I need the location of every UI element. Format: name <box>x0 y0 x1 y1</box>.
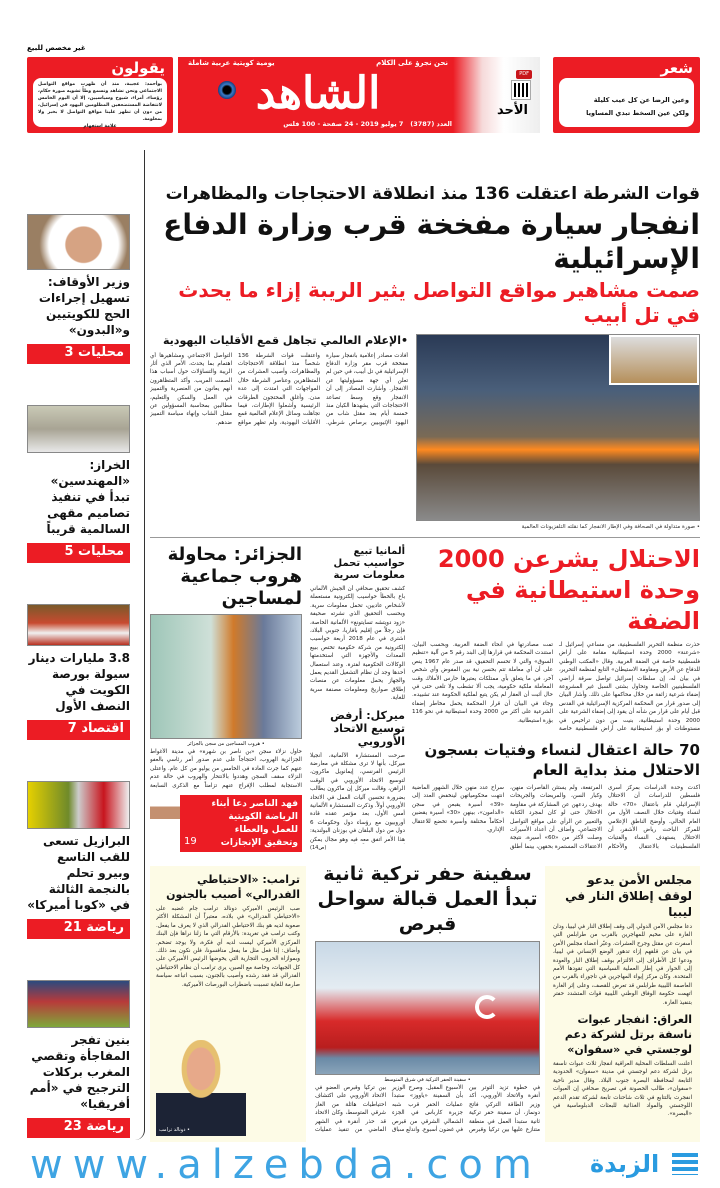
drilling-ship-photo <box>315 941 540 1075</box>
lead-bullet: •الإعلام العالمي تجاهل قمع الأقليات اليهودية <box>163 334 408 348</box>
libya-box <box>545 866 700 1142</box>
prison-photo <box>150 614 302 739</box>
algeria-caption: • هروب المساجين من سجن بالجزائر <box>187 741 265 747</box>
lead-content <box>150 334 700 532</box>
football-photo <box>27 980 130 1028</box>
merkel-body: صرحت المستشارة الألمانية، أنجيلا ميركل، بأنها لا ترى مشكلة في معارضة الرئيس الفرنسي، إيمانويل ماكرون، لتوسيع الاتحاد الأوروبي في الوقت الراهن، وقالت ميركل إن ماكرون يطالب بضرورة تحسين آليات العمل في الاتحاد الأوروبي أولاً. وذكرت المستشارة الألمانية أمس الأول، بعد مؤتمر عقده قادة أوروبيون مع رؤساء دول وحكومات 6 دول من دول البلقان في بوزنان البولندية: هذا الأمر اتفق معه فيه وهو مجال يمكن <box>310 752 405 843</box>
not-for-sale-label: غير مخصص للبيع <box>27 44 86 52</box>
day-label: الأحد <box>496 103 528 118</box>
section-tag[interactable]: رياضة 21 <box>27 919 130 939</box>
sidebar-story[interactable] <box>27 604 130 740</box>
turkish-flag-icon <box>475 995 499 1019</box>
merkel-page-ref: (ص14) <box>310 844 327 851</box>
website-watermark: www.alzebda.com <box>30 1142 542 1188</box>
lead-body: أفادت مصادر إعلامية بانفجار سيارة مفخخة قرب مقر وزارة الدفاع الإسرائيلية في تل أبيب، في حين لم تعلن أي جهة مسؤوليتها عن الانفجار. وأشارت المصادر إلى أن الانفجار وقع وسط تصاعد الاحتجاجات التي يشهدها الكيان منذ خمسة أيام بعد مقتل شاب من اليهود الإثيوبيين برصاص شرطي. واعتقلت قوات الشرطة 136 شخصاً منذ انطلاقة الاحتجاجات والمظاهرات، وأصيب العشرات من المتظاهرين وعناصر الشرطة خلال المواجهات التي امتدت إلى عدة مدن. وأغلق المحتجون الطرقات الرئيسية وأشعلوا الإطارات، فيما تجاهلت وسائل الإعلام العالمية قمع الأقليات اليهودية، ولم تظهر مواقع التواصل الاجتماعي ومشاهيرها أي اهتمام بما يحدث، الأمر الذي أثار الريبة والتساؤلات حول أسباب هذا الصمت المريب. وأكد المتظاهرون أنهم يعانون من العنصرية والتمييز في العمل والسكن والتعليم، مطالبين بمحاسبة المسؤولين عن مقتل الشاب وإنهاء سياسة التمييز ضدهم. <box>150 352 408 426</box>
pdf-badge[interactable]: PDF <box>516 70 532 79</box>
minister-photo <box>27 214 130 270</box>
eye-icon <box>218 81 236 99</box>
issue-number: العدد (3787) <box>410 120 452 128</box>
protest-photo <box>416 334 700 521</box>
turkey-body: في خطوة تزيد التوتر بين أنقرة والاتحاد الأوروبي، أكد وزير الطاقة التركي فاتح دونماز، أن سفينة حفر تركية ثانية ستبدأ العمل في منطقة متنازع عليها بين تركيا وقبرص الأسبوع المقبل. وصرح الوزير بأن السفينة «ياووز» ستبدأ عمليات الحفر قرب شبه جزيرة كارباس في الجزء الشمالي الشرقي من قبرص في غضون أسبوع. واندلع سباق بين تركيا وقبرص العضو في الاتحاد الأوروبي على اكتشاف احتياطيات هائلة من الغاز شرقي المتوسط، وكان الاتحاد قد حذر أنقرة في الشهر الماضي من تنفيذ عمليات <box>315 1085 540 1134</box>
iraq-headline[interactable]: العراق: انفجار عبوات ناسفة برتل لشركة دعم لوجستي في «سفوان» <box>564 1013 692 1056</box>
settlement-body: حذرت منظمة التحرير الفلسطينية، من مساعي إسرائيل لـ «شرعنة» 2000 وحدة استيطانية مقامة على أراض فلسطينية خاصة في الضفة الغربية. وقال «المكتب الوطني للدفاع عن الأرض ومقاومة الاستيطان» التابع لمنظمة التحرير، في بيان له، إن سلطات إسرائيل تواصل سرقة أراضي الفلسطينيين الخاصة وتحاول بشتى السبل غير المشروعة إضفاء شرعية زائفة من خلال محاكمها على ذلك. وأشار البيان إلى صدور قرار من المحكمة المركزية الإسرائيلية في القدس قبل أيام على قرار من شأنه أن يقود إلى إضفاء الشرعية على 2000 وحدة استيطانية، بنيت من دون تراخيص في مستوطنات أو بؤر استيطانية على أراض فلسطينية خاصة تمت مصادرتها في أنحاء الضفة الغربية. وبحسب البيان، استندت المحكمة في قرارها إلى البند رقم 5 من آلية «تنظيم السوق» والتي لا تحسم التحقيق، قد صدر عام 1967 ينص على أن أي معاملة تتم بحسن نية بين المفوض وأي شخص آخر، في ما يتعلق بأي ممتلكات يعتبرها حارس الأملاك وقت المعاملة ملكية حكومية، يجب ألا تشطب ولا تلغى حتى في حال أثبت أن العقار لم يكن يتبع لملكية الحكومة عند تشييده. وجاء في البيان أن قرار المحكمة يحمل مخاطر إضفاء الشرعية على أكثر من 2000 وحدة استيطانية في نحو 116 بؤرة استيطانية. <box>412 642 700 733</box>
explosion-inset-photo <box>609 335 699 385</box>
sidebar-story-title: البرازيل تسعى للقب التاسع وبيرو تحلم بالنجمة الثالثة في «كوبا أميركا» <box>27 834 130 912</box>
sayings-text: بوأحمد: عجيبة، منذ أن ظهرت مواقع التواصل الاجتماعي ونحن نشاهد ونسمع وطأً تشويه صورة حكام، رؤساء، أمراء، شيوخ وسياسيين، إلا أن اليوم الخامس لانتفاضة المستضعفين المظلومين اليهود في إسرائيل، من دون أن تظهر علينا مواقع التواصل لا بخبر ولا بمعلومة. <box>38 82 162 122</box>
sidebar-story-title: بنين تفجر المفاجأة وتقصي المغرب بركلات الترجيح في «أمم أفريقيا» <box>29 1033 130 1111</box>
section-tag[interactable]: رياضة 23 <box>27 1118 130 1138</box>
germany-column <box>310 546 405 852</box>
turkey-headline[interactable]: سفينة حفر تركية ثانية تبدأ العمل قبالة سواحل قبرص <box>317 863 538 935</box>
sidebar-story[interactable] <box>27 781 130 939</box>
lead-caption: • صورة متداولة في الصحافة وفي الإطار الانفجار كما نقلته التلفزيونات العالمية <box>521 524 700 530</box>
qr-code-icon[interactable] <box>512 81 530 99</box>
sayings-title: يقولون <box>111 59 165 77</box>
sidebar-story[interactable] <box>27 980 130 1138</box>
trump-caption: • دونالد ترامب <box>159 1127 190 1133</box>
poetry-line-1: وعين الرضا عن كل عيب كليلة <box>593 96 689 104</box>
poetry-title: شعر <box>660 59 693 77</box>
person-photo <box>150 795 180 852</box>
sports-banner[interactable] <box>150 795 302 852</box>
sayings-box <box>27 57 173 133</box>
lead-kicker: قوات الشرطة اعتقلت 136 منذ انطلاقة الاحتجاجات والمظاهرات <box>165 184 700 204</box>
iraq-body: أعلنت السلطات المحلية العراقية انفجار ثلاث عبوات ناسفة برتل لشركة دعم لوجستي في مدينة «سفوان» الحدودية التابعة لمحافظة البصرة جنوب البلاد. وقال مدير ناحية «سفوان»، طالب الحصونة في تصريح صحافي إن العبوات انفجرت بالتتابع في ثلاث شاحنات تابعة لشركة تقدم الدعم اللوجستي والمواد الغذائية للبعثات الدبلوماسية في «البصرة». <box>553 1061 692 1118</box>
algeria-body: حاول نزلاء سجن «بن ناصر بن شهرة» في مدينة الأغواط الجزائرية الهروب، احتجاجاً على عدم صدور أمر رئاسي بالعفو عنهم كما جرت العادة في الخامس من يوليو من كل عام. واعتلى النزلاء سقف السجن وهددوا بالانتحار والهروب في حالة عدم الاستجابة لمطلب الإفراج عنهم تزامناً مع الذكرى السابعة <box>150 749 302 789</box>
masthead-slogan: نحن نجرؤ على الكلام <box>376 59 448 67</box>
sidebar-story-title: الخراز: «المهندسين» تبدأ في تنفيذ تصاميم مقهى السالمية قريباً <box>46 458 130 536</box>
sidebar-stories <box>27 214 130 1138</box>
issue-date: 7 يوليو 2019 - 24 صفحة - 100 فلس <box>283 120 404 128</box>
bourse-photo <box>27 604 130 646</box>
banner-text: فهد الناصر دعا أبناء الرياضة الكويتية للعمل والعطاء وتحقيق الإنجازات <box>211 799 298 848</box>
divider <box>150 537 700 538</box>
lead-story <box>150 184 700 532</box>
turkey-story <box>315 862 540 1142</box>
masthead-subtitle: يومية كويتية عربية شاملة <box>188 59 275 67</box>
copa-america-photo <box>27 781 130 829</box>
turkey-caption: • سفينة الحفر التركية في شرق المتوسط <box>384 1077 471 1083</box>
sidebar-story-title: وزير الأوقاف: تسهيل إجراءات الحج للكويتيين و«البدون» <box>38 275 130 337</box>
germany-headline[interactable]: ألمانيا تبيع حواسيب تحمل معلومات سرية <box>333 546 405 581</box>
libya-body: دعا مجلس الأمن الدولي إلى وقف إطلاق النار في ليبيا، ودان الغارة على مخيم للمهاجرين بالقرب من طرابلس التي أسفرت عن مقتل وجرح العشرات. وعبّر أعضاء مجلس الأمن في بيان عن قلقهم إزاء تدهور الوضع الإنساني في ليبيا، ودعوا كل الأطراف إلى الالتزام بوقف إطلاق النار والعودة إلى الحوار في إطار العملية السياسية التي تقودها الأمم المتحدة. وكان مركز إيواء المهاجرين في تاجوراء بالقرب من العاصمة الليبية طرابلس قد تعرض للقصف، وعلى إثر الغارة اتهمت حكومة الوفاق الوطني الليبية قوات المتشدد حفتر بتنفيذ الغارة. <box>553 924 692 1006</box>
algeria-headline[interactable]: الجزائر: محاولة هروب جماعية لمساجين <box>167 544 302 609</box>
libya-headline[interactable]: مجلس الأمن يدعو لوقف إطلاق النار في ليبيا <box>565 873 692 919</box>
lead-text-column <box>150 334 408 532</box>
issue-line <box>283 120 452 129</box>
detention-body: أكدت وحدة الدراسات بمركز أسرى فلسطين للدراسات أن الاحتلال الإسرائيلي قام باعتقال «70» حالة لنساء وفتيات خلال النصف الأول من العام الحالي. وأوضح الناطق الإعلامي للمركز الباحث رياض الأشقر، أن الاحتلال يستهدف النساء والفتيات الفلسطينيات بالاعتقال والأحكام المرتفعة، ولم يستثن القاصرات منهن، وكبار السن، والمريضات والجريحات بهدف ردعهن عن المشاركة في مقاومة الاحتلال حتى لو كان لمجرد الكتابة والتعبير عن الرأي على مواقع التواصل الاجتماعي. وأضاف أن أعداد الأسيرات وصلت لأكثر من «60» أسيرة، نتيجة الاعتقالات المستمرة بحقهن، بينما أطلق سراح عدد منهن خلال الشهور الماضية انتهت محكومياتهن لينخفض العدد إلى «39» أسيرة يقبعن في سجن «الدامون»، بينهن «30» أسيرة يقضين أحكاماً مختلفة وأسيرة تخضع للاعتقال الإداري. <box>412 785 700 850</box>
trump-headline[interactable]: ترامب: «الاحتياطي الفدرالي» أصيب بالجنون <box>166 873 300 901</box>
section-tag[interactable]: اقتصاد 7 <box>27 720 130 740</box>
logo-text: الزبدة <box>590 1150 660 1178</box>
trump-body: صب الرئيس الأميركي دونالد ترامب جام غضبه على «الاحتياطي الفدرالي» في بلاده، معتبراً أن المشكلة الأكثر صعوبة لديه هو بنك الاحتياطي الفدرالي الذي لا يعرف ما يفعل. وكتب ترامب في تغريدة: بالأرقام التي ما زلنا نراها فإن البنك المركزي الأميركي ليست لديه أي فكرة، ولا يوجد تضخم. وأضاف: إذا فعل مثل ما يفعل منافسونا، فلن نكون بعد ذلك. وبموازاة الحروب التجارية التي يخوضها الرئيس الأميركي على كل الجبهات، وخاصة مع الصين، يرى ترامب أن نظام الاحتياطي الفدرالي قد فقد رشده وأصيب بالجنون، بسبب اتباعه سياسة صارمة للغاية تسببت باضطراب البورصات الأميركية. <box>156 906 300 988</box>
poetry-line-2: ولكن عين السخط تبدي المساويا <box>586 109 689 117</box>
lead-subhead: صمت مشاهير مواقع التواصل يثير الريبة إزاء ما يحدث في تل أبيب <box>178 278 700 328</box>
merkel-headline[interactable]: ميركل: أرفض توسيع الاتحاد الأوروبي <box>330 709 405 749</box>
section-tag[interactable]: محليات 3 <box>27 344 130 364</box>
poetry-box <box>553 57 700 133</box>
sayings-sign: علامة استفهام <box>83 124 117 129</box>
algeria-story <box>150 544 302 790</box>
masthead <box>178 57 540 133</box>
palestine-column <box>412 544 700 852</box>
germany-body: كشف تحقيق صحافي أن الجيش الألماني باع بالخطأ حواسيب إلكترونية مستعملة لأشخاص عاديين، تحمل معلومات سرية. وبحسب التحقيق الذي نشرته صحيفة «زود دويتشه تسايتونغ» الألمانية الخاصة، فإن رجلاً من إقليم بافاريا، جنوبي البلاد، اشترى في عام 2018 أربعة حواسيب إلكترونية من شركة حكومية تختص ببيع المعدات والأجهزة التي استخدمتها الوكالات الحكومية لفترة. وعند استعمال أحدها وجد أن نظام التشغيل القديم يعمل والجهاز يحمل معلومات عن منصات إطلاق صواريخ ومعلومات مصنفة سرية للغاية. <box>310 586 405 702</box>
trump-photo <box>156 1040 246 1136</box>
lead-headline[interactable]: انفجار سيارة مفخخة قرب وزارة الدفاع الإسرائيلية <box>163 208 700 276</box>
sidebar-story[interactable] <box>27 214 130 364</box>
zebda-logo <box>590 1146 700 1184</box>
logo-stripes-icon <box>672 1153 698 1175</box>
section-tag[interactable]: محليات 5 <box>27 543 130 563</box>
banner-page: 19 <box>184 836 197 847</box>
detention-headline[interactable]: 70 حالة اعتقال لنساء وفتيات بسجون الاحتلال منذ بداية العام <box>424 741 700 779</box>
meeting-photo <box>27 405 130 453</box>
sidebar-story[interactable] <box>27 405 130 563</box>
trump-box <box>150 866 306 1142</box>
lead-photo-column <box>416 334 700 532</box>
sidebar-story-title: 3.8 مليارات دينار سيولة بورصة الكويت في النصف الأول <box>28 651 130 713</box>
masthead-title: الشاهد <box>255 68 381 119</box>
settlement-headline[interactable]: الاحتلال يشرعن 2000 وحدة استيطانية في الضفة <box>437 545 700 635</box>
